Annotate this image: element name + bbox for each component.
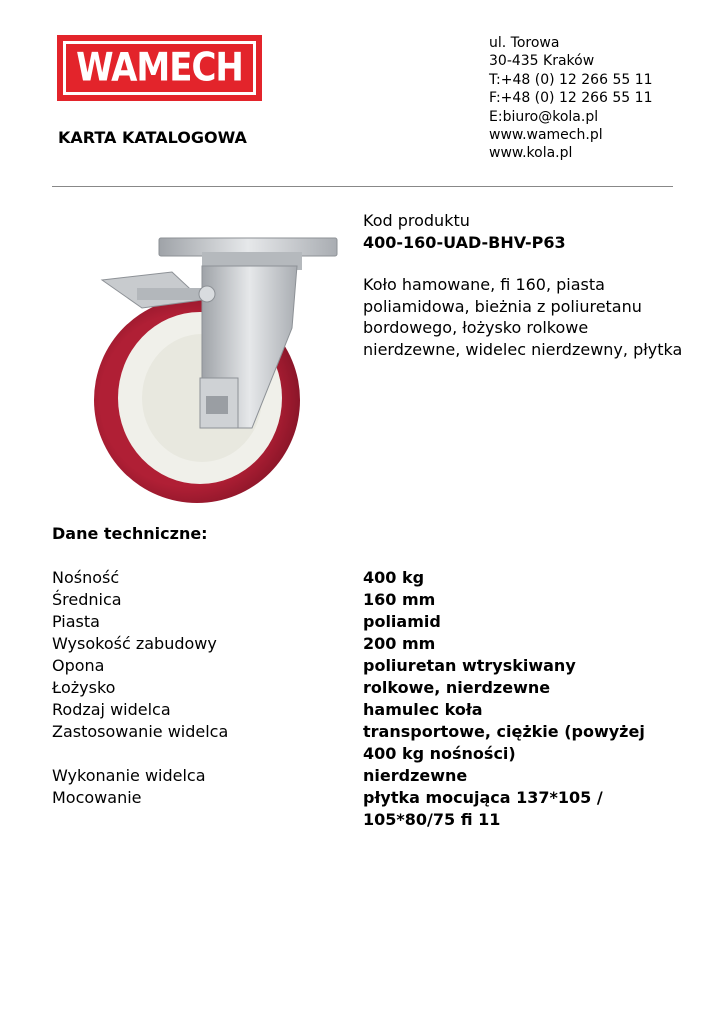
spec-value: rolkowe, nierdzewne <box>363 678 551 697</box>
spec-label: Nośność <box>52 568 120 587</box>
spec-row <box>52 677 682 699</box>
product-info <box>363 210 683 360</box>
product-code-label: Kod produktu <box>363 211 470 230</box>
logo-frame <box>63 41 256 95</box>
spec-row <box>52 721 682 765</box>
spec-label: Zastosowanie widelca <box>52 722 229 741</box>
address-email[interactable]: E:biuro@kola.pl <box>489 108 599 125</box>
spec-label: Rodzaj widelca <box>52 700 171 719</box>
spec-label: Piasta <box>52 612 100 631</box>
address-website-kola[interactable]: www.kola.pl <box>489 145 573 162</box>
spec-label: Średnica <box>52 590 122 609</box>
caster-wheel-image <box>52 208 352 518</box>
spec-label: Wysokość zabudowy <box>52 634 217 653</box>
technical-data-heading: Dane techniczne: <box>52 524 208 543</box>
spec-row <box>52 787 682 831</box>
spec-label: Wykonanie widelca <box>52 766 206 785</box>
spec-value: 200 mm <box>363 634 436 653</box>
address-website-wamech[interactable]: www.wamech.pl <box>489 127 603 144</box>
spec-value: hamulec koła <box>363 700 483 719</box>
spec-row <box>52 633 682 655</box>
logo-text: WAMECH <box>76 45 243 91</box>
spec-row <box>52 765 682 787</box>
company-address <box>489 34 653 163</box>
spec-value: poliuretan wtryskiwany <box>363 656 576 675</box>
address-street: ul. Torowa <box>489 35 560 51</box>
spec-row <box>52 699 682 721</box>
spec-row <box>52 567 682 589</box>
spec-label: Opona <box>52 656 105 675</box>
spec-value: płytka mocująca 137*105 / 105*80/75 fi 11 <box>363 788 603 829</box>
spec-row <box>52 611 682 633</box>
spec-row <box>52 589 682 611</box>
spec-row <box>52 655 682 677</box>
header-divider <box>52 186 673 187</box>
spec-value: poliamid <box>363 612 441 631</box>
wamech-logo <box>57 35 262 101</box>
spec-label: Mocowanie <box>52 788 142 807</box>
address-phone: T:+48 (0) 12 266 55 11 <box>489 71 653 88</box>
spec-value: 160 mm <box>363 590 436 609</box>
spec-value: nierdzewne <box>363 766 468 785</box>
product-photo <box>52 208 352 518</box>
address-fax: F:+48 (0) 12 266 55 11 <box>489 90 653 107</box>
product-code: 400-160-UAD-BHV-P63 <box>363 232 566 252</box>
address-city: 30-435 Kraków <box>489 53 595 70</box>
document-title: KARTA KATALOGOWA <box>58 128 247 147</box>
spec-label: Łożysko <box>52 678 116 697</box>
spec-value: transportowe, ciężkie (powyżej 400 kg nośności) <box>363 722 645 763</box>
spec-value: 400 kg <box>363 568 425 587</box>
technical-specs-table <box>52 567 682 831</box>
product-description: Koło hamowane, fi 160, piasta poliamidowa, bieżnia z poliuretanu bordowego, łożysko rolkowe nierdzewne, widelec nierdzewny, płytka <box>363 275 683 359</box>
